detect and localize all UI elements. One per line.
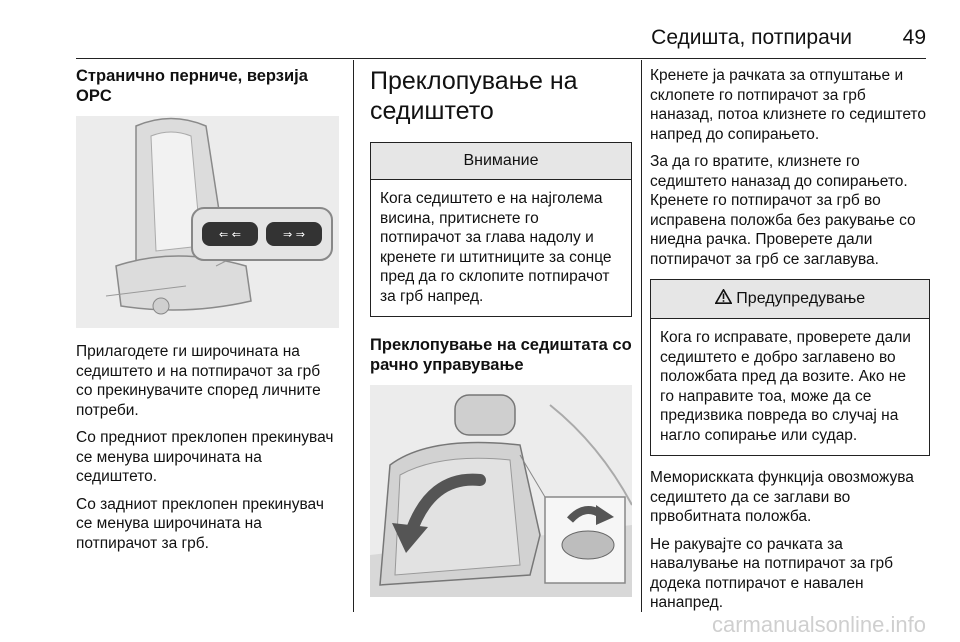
section-heading: Странично перниче, верзија OPC <box>76 67 308 105</box>
seat-illustration-svg <box>76 116 339 328</box>
subsection-heading: Преклопување на седиштата со рачно управување <box>370 336 632 374</box>
warning-text: Кога го исправате, проверете дали седиштето е добро заглавено во положбата пред да возите. Ако не го направите тоа, може да се предизвика повреда во случај на нагло сопирање или судар. <box>660 329 911 444</box>
paragraph: Со предниот преклопен прекинувач се менува широчината на седиштето. <box>76 429 334 485</box>
column-left <box>76 66 339 553</box>
column-divider <box>641 60 642 612</box>
notice-text: Кога седиштето е на најголема висина, притиснете го потпирачот за глава надолу и кренете ги штитниците за сонце пред да го склопите потпирачот за грб напред. <box>380 190 612 305</box>
column-middle <box>370 66 632 597</box>
chapter-title: Седишта, потпирачи <box>651 26 852 49</box>
column-right <box>650 66 930 613</box>
page-number: 49 <box>902 26 926 49</box>
notice-box <box>370 142 632 317</box>
seat-fold-illustration <box>370 385 632 597</box>
seat-switch-illustration <box>76 116 339 328</box>
warning-box <box>650 279 930 456</box>
warning-title: Предупредување <box>736 290 866 307</box>
column-divider <box>353 60 354 612</box>
paragraph: Кренете ја рачката за отпуштање и склопете го потпирачот за грб наназад, потоа клизнете го седиштето напред до сопирањето. <box>650 67 926 143</box>
svg-text:⇐ ⇐: ⇐ ⇐ <box>219 228 241 241</box>
warning-header <box>651 280 929 319</box>
paragraph: Не ракувајте со рачката за навалување на потпирачот за грб додека потпирачот е навален нанапред. <box>650 535 894 611</box>
section-heading: Преклопување на седиштето <box>370 67 578 125</box>
header-rule <box>76 58 926 59</box>
paragraph: За да го вратите, клизнете го седиштето наназад до сопирањето. Кренете го потпирачот за грб во исправена положба без ракување со ниедна рачка. Проверете дали потпирачот за грб се заглавува. <box>650 153 916 268</box>
notice-title: Внимание <box>371 143 631 180</box>
fold-illustration-svg <box>370 385 632 597</box>
svg-text:⇒ ⇒: ⇒ ⇒ <box>283 228 305 241</box>
warning-triangle-icon <box>715 291 736 308</box>
paragraph: Прилагодете ги широчината на седиштето и на потпирачот за грб со прекинувачите според личните потреби. <box>76 343 321 419</box>
watermark: carmanualsonline.info <box>711 612 926 637</box>
paragraph: Со задниот преклопен прекинувач се менува широчината на потпирачот за грб. <box>76 495 324 552</box>
paragraph: Меморискката функција овозможува седиштето да се заглави во првобитната положба. <box>650 469 914 525</box>
